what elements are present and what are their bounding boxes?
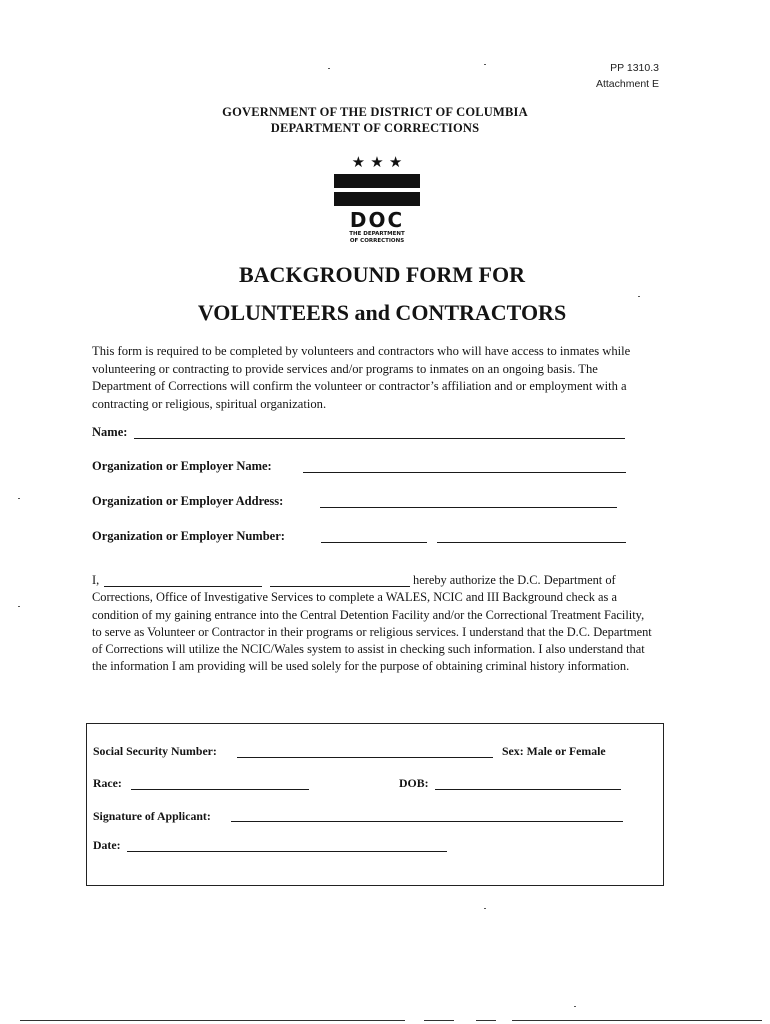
- intro-paragraph: This form is required to be completed by volunteers and contractors who will have access to inmates while volunteering or contracting to provide services and/or programs to inmates on an ongoing basis. The Department of Corrections will confirm the volunteer or contractor’s affiliation and or employment with a contracting or religious, spiritual organization.: [92, 344, 631, 411]
- logo-stars: ★ ★ ★: [351, 153, 403, 171]
- applicant-info-box: [86, 723, 664, 886]
- form-title-line1: BACKGROUND FORM FOR: [239, 262, 525, 287]
- authorization-body: Corrections, Office of Investigative Services to complete a WALES, NCIC and III Background check as a condition of my gaining entrance into the Central Detention Facility and/or the Correctional Treatment Facility, to serve as Volunteer or Contractor in their programs or religious services. I understand that the D.C. Department of Corrections will utilize the NCIC/Wales system to assist in checking such information. I also understand that the information I am providing will be used solely for the purpose of obtaining criminal history information.: [92, 590, 652, 674]
- ssn-field[interactable]: [237, 757, 493, 758]
- department-heading: DEPARTMENT OF CORRECTIONS: [270, 121, 480, 135]
- scan-speck: [18, 498, 20, 499]
- scan-line-bottom-right: [512, 1020, 762, 1021]
- doc-logo: [331, 152, 423, 244]
- org-number-field-1[interactable]: [321, 542, 427, 543]
- logo-subtitle-1: THE DEPARTMENT: [349, 231, 405, 237]
- signature-field[interactable]: [231, 821, 623, 822]
- dob-field[interactable]: [435, 789, 621, 790]
- scan-speck: [484, 908, 486, 909]
- scan-speck: [328, 68, 330, 69]
- authorization-first-line-tail: hereby authorize the D.C. Department of: [413, 573, 616, 587]
- dob-label: DOB:: [399, 776, 429, 790]
- org-name-label: Organization or Employer Name:: [92, 459, 272, 473]
- policy-number: PP 1310.3: [610, 62, 659, 74]
- scan-speck: [18, 606, 20, 607]
- signature-label: Signature of Applicant:: [93, 809, 211, 823]
- org-name-field[interactable]: [303, 472, 626, 473]
- attachment-label: Attachment E: [595, 78, 659, 90]
- date-label: Date:: [93, 838, 121, 852]
- sex-label: Sex: Male or Female: [502, 744, 606, 758]
- logo-initials: DOC: [349, 208, 405, 232]
- org-number-field-2[interactable]: [437, 542, 626, 543]
- authorization-paragraph: [92, 572, 654, 676]
- scan-speck: [484, 64, 486, 65]
- scan-speck: [638, 296, 640, 297]
- name-field[interactable]: [134, 438, 625, 439]
- name-label: Name:: [92, 425, 128, 439]
- ssn-label: Social Security Number:: [93, 744, 217, 758]
- form-title-line2: VOLUNTEERS and CONTRACTORS: [197, 300, 567, 325]
- race-field[interactable]: [131, 789, 309, 790]
- date-field[interactable]: [127, 851, 447, 852]
- scan-line-bottom-mid2: [476, 1020, 496, 1021]
- org-address-label: Organization or Employer Address:: [92, 494, 284, 508]
- government-heading: GOVERNMENT OF THE DISTRICT OF COLUMBIA: [222, 105, 528, 119]
- scan-line-bottom-left: [20, 1020, 405, 1021]
- org-number-label: Organization or Employer Number:: [92, 529, 285, 543]
- authorization-prefix: I,: [92, 573, 100, 587]
- authorization-name-field-2[interactable]: [270, 586, 410, 587]
- org-address-field[interactable]: [320, 507, 617, 508]
- scan-speck: [574, 1006, 576, 1007]
- race-label: Race:: [93, 776, 122, 790]
- logo-subtitle-2: OF CORRECTIONS: [349, 238, 405, 244]
- scan-line-bottom-mid: [424, 1020, 454, 1021]
- authorization-name-field-1[interactable]: [104, 586, 262, 587]
